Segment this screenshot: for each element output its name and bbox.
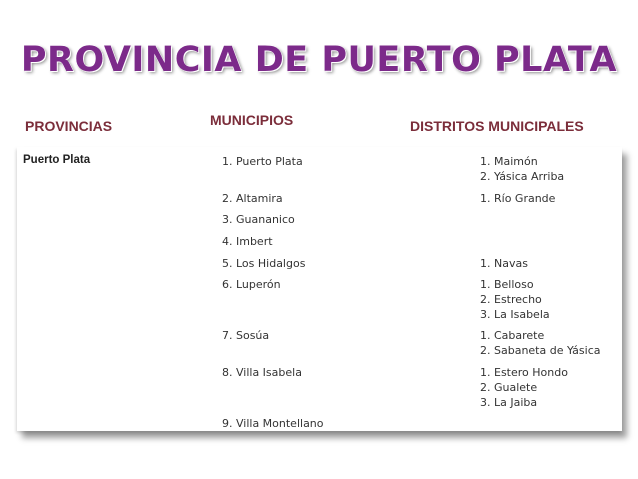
distrito-item: 3. La Jaiba	[480, 396, 538, 409]
distrito-item: 1. Cabarete	[480, 329, 545, 342]
distrito-item: 1. Navas	[480, 257, 528, 270]
distrito-item: 1. Río Grande	[480, 192, 556, 205]
municipio-cell: 9. Villa Montellano	[222, 417, 324, 430]
province-name: Puerto Plata	[23, 154, 91, 166]
distrito-item: 2. Estrecho	[480, 293, 542, 306]
distrito-item: 1. Belloso	[480, 278, 534, 291]
distrito-item: 3. La Isabela	[480, 308, 550, 321]
distritos-cell	[480, 277, 550, 322]
distritos-cell	[480, 191, 555, 206]
header-distritos-municipales: DISTRITOS MUNICIPALES	[410, 118, 584, 134]
header-municipios: MUNICIPIOS	[210, 112, 294, 128]
header-provincias: PROVINCIAS	[25, 118, 113, 134]
distrito-item: 2. Sabaneta de Yásica	[480, 344, 601, 357]
distritos-cell	[480, 154, 564, 184]
municipio-cell: 3. Guananico	[222, 213, 295, 226]
distrito-item: 1. Estero Hondo	[480, 366, 568, 379]
distrito-item: 1. Maimón	[480, 155, 538, 168]
distritos-cell	[480, 256, 528, 271]
municipio-cell: 4. Imbert	[222, 235, 273, 248]
distrito-item: 2. Gualete	[480, 381, 538, 394]
page-title: PROVINCIA DE PUERTO PLATA	[20, 40, 618, 80]
distrito-item: 2. Yásica Arriba	[480, 170, 565, 183]
municipio-cell: 2. Altamira	[222, 192, 283, 205]
distritos-cell	[480, 365, 568, 410]
municipio-cell: 1. Puerto Plata	[222, 155, 303, 168]
municipio-cell: 6. Luperón	[222, 278, 281, 291]
municipio-cell: 7. Sosúa	[222, 329, 270, 342]
municipio-cell: 8. Villa Isabela	[222, 366, 302, 379]
municipio-cell: 5. Los Hidalgos	[222, 257, 306, 270]
distritos-cell	[480, 328, 601, 358]
